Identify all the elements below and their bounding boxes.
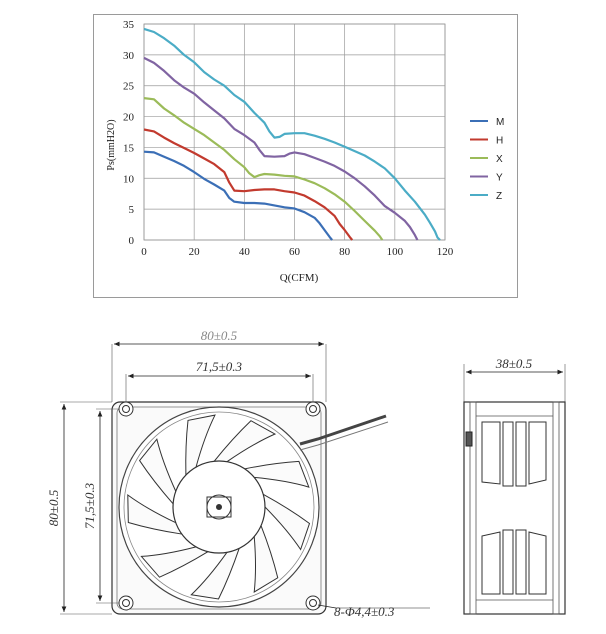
series-line-x xyxy=(144,98,382,240)
mounting-hole-icon xyxy=(306,402,320,416)
mounting-holes-label: 8-Φ4,4±0.3 xyxy=(334,604,395,619)
x-tick-label: 80 xyxy=(339,246,351,258)
mounting-hole-icon xyxy=(306,596,320,610)
y-tick-label: 30 xyxy=(123,49,134,62)
legend-label-x: X xyxy=(496,154,503,165)
overall-height-label: 80±0.5 xyxy=(46,489,61,527)
y-tick-label: 15 xyxy=(123,142,134,155)
fan-performance-chart xyxy=(94,15,517,297)
fan-hub-center xyxy=(216,504,222,510)
legend-label-y: Y xyxy=(496,172,503,184)
x-tick-label: 0 xyxy=(141,246,147,258)
legend-label-z: Z xyxy=(496,191,503,202)
x-tick-label: 100 xyxy=(386,246,404,258)
y-tick-label: 25 xyxy=(123,80,134,93)
fan-dimension-drawing xyxy=(0,304,606,634)
y-tick-label: 35 xyxy=(123,19,134,31)
hole-spacing-horizontal-label: 71,5±0.3 xyxy=(195,359,243,374)
y-tick-label: 5 xyxy=(128,204,134,217)
chart-legend xyxy=(470,117,504,202)
mounting-hole-icon xyxy=(119,402,133,416)
y-tick-label: 0 xyxy=(128,235,134,247)
side-view xyxy=(464,356,565,614)
side-view-body xyxy=(464,402,565,614)
y-tick-label: 20 xyxy=(123,111,134,124)
legend-label-m: M xyxy=(496,117,505,128)
overall-width-label: 80±0.5 xyxy=(200,328,238,343)
chart-series xyxy=(144,29,440,240)
y-axis-label: Ps(mmH2O) xyxy=(106,119,117,171)
x-tick-label: 20 xyxy=(188,246,200,258)
legend-label-h: H xyxy=(496,135,504,147)
front-view xyxy=(46,328,430,619)
x-tick-label: 40 xyxy=(238,246,250,258)
chart-frame xyxy=(93,14,518,298)
mounting-hole-icon xyxy=(119,596,133,610)
x-axis-label: Q(CFM) xyxy=(279,272,319,284)
y-tick-label: 10 xyxy=(123,173,134,186)
depth-label: 38±0.5 xyxy=(495,356,533,371)
x-tick-label: 120 xyxy=(436,246,454,258)
x-tick-label: 60 xyxy=(289,246,300,258)
hole-spacing-vertical-label: 71,5±0.3 xyxy=(82,482,97,530)
